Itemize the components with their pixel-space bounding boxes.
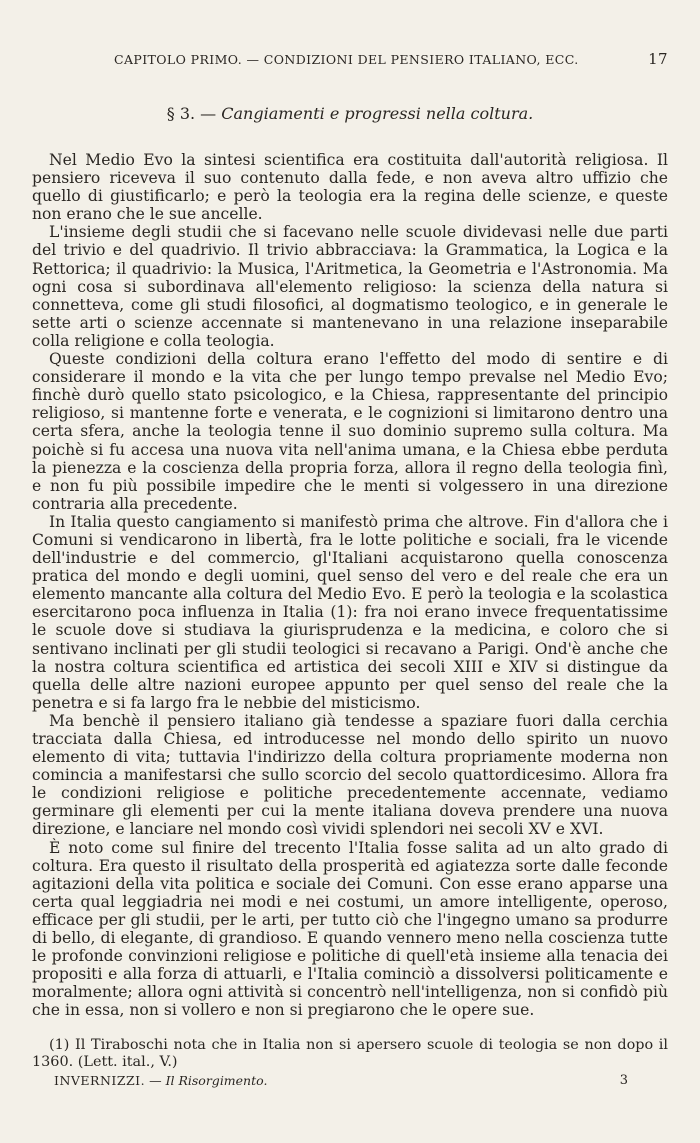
paragraph-6: È noto come sul finire del trecento l'Italia fosse salita ad un alto grado di coltura. Era questo il risultato della prosperità ed agiatezza sorte dalle feconde agitazioni della vita politica e sociale dei Comuni. Con esse erano apparse una certa qual leggiadria nei modi e nei costumi, un amore intelligente, operoso, efficace per gli studii, per le arti, per tutto ciò che l'ingegno umano sa produrre di bello, di elegante, di grandioso. E quando vennero meno nella coscienza tutte le profonde convinzioni religiose e politiche di quell'età insieme alla tenacia dei propositi e alla forza di attuarli, e l'Italia cominciò a dissolversi politicamente e moralmente; allora ogni attività si concentrò nell'intelligenza, non si confidò più che in essa, non si vollero e non si pregiarono che le opere sue. bbox=[32, 838, 668, 1020]
signature-dash: — bbox=[149, 1073, 162, 1088]
paragraph-4: In Italia questo cangiamento si manifestò prima che altrove. Fin d'allora che i Comuni si vendicarono in libertà, fra le lotte politiche e sociali, fra le vicende dell'industrie e del commercio, gl'Italiani acquistarono quella conoscenza pratica del mondo e degli uomini, quel senso del vero e del reale che era un elemento mancante alla coltura del Medio Evo. E però la teologia e la scolastica esercitarono poca influenza in Italia (1): fra noi erano invece frequentatissime le scuole dove si studiava la giurisprudenza e la medicina, e coloro che si sentivano inclinati per gli studii teologici si recavano a Parigi. Ond'è anche che la nostra coltura scientifica ed artistica dei secoli XIII e XIV si distingue da quella delle altre nazioni europee appunto per quel senso del reale che la penetra e si fa largo fra le nebbie del misticismo. bbox=[32, 512, 668, 712]
footnote bbox=[32, 1037, 668, 1071]
running-head bbox=[114, 52, 668, 67]
section-heading bbox=[0, 104, 700, 123]
paragraph-1: Nel Medio Evo la sintesi scientifica era costituita dall'autorità religiosa. Il pensiero riceveva il suo contenuto dalla fede, e non aveva altro uffizio che quello di giustificarlo; e però la teologia era la regina delle scienze, e queste non erano che le sue ancelle. bbox=[32, 151, 668, 224]
page-number: 17 bbox=[648, 50, 668, 68]
section-title: Cangiamenti e progressi nella coltura. bbox=[221, 104, 534, 123]
body-text bbox=[32, 151, 668, 1020]
signature-book-title: Il Risorgimento. bbox=[165, 1073, 268, 1088]
paragraph-3: Queste condizioni della coltura erano l'effetto del modo di sentire e di considerare il mondo e la vita che per lungo tempo prevalse nel Medio Evo; finchè durò quello stato psicologico, e la Chiesa, rappresentante del principio religioso, si mantenne forte e venerata, e le cognizioni si limitarono dentro una certa sfera, anche la teologia tenne il suo dominio supremo sulla coltura. Ma poichè si fu accesa una nuova vita nell'anima umana, e la Chiesa ebbe perduta la pienezza e la coscienza della propria forza, allora il regno della teologia finì, e non fu più possibile impedire che le menti si volgessero in una direzione contraria alla precedente. bbox=[32, 350, 668, 513]
running-head-title: CAPITOLO PRIMO. — CONDIZIONI DEL PENSIERO ITALIANO, ECC. bbox=[114, 52, 579, 67]
signature-line bbox=[54, 1073, 628, 1088]
footnote-text: (1) Il Tiraboschi nota che in Italia non si apersero scuole di teologia se non dopo il 1360. (Lett. ital., V.) bbox=[32, 1037, 668, 1070]
paragraph-5: Ma benchè il pensiero italiano già tendesse a spaziare fuori dalla cerchia tracciata dalla Chiesa, ed introducesse nel mondo dello spirito un nuovo elemento di vita; tuttavia l'indirizzo della coltura propriamente moderna non comincia a manifestarsi che sullo scorcio del secolo quattordicesimo. Allora fra le condizioni religiose e politiche precedentemente accennate, vediamo germinare gli elementi per cui la mente italiana doveva prendere una nuova direzione, e lanciare nel mondo così vividi splendori nei secoli XV e XVI. bbox=[32, 711, 668, 839]
signature-author: INVERNIZZI. bbox=[54, 1073, 146, 1088]
paragraph-2: L'insieme degli studii che si facevano nelle scuole dividevasi nelle due parti del trivio e del quadrivio. Il trivio abbracciava: la Grammatica, la Logica e la Rettorica; il quadrivio: la Musica, l'Aritmetica, la Geometria e l'Astronomia. Ma ogni cosa si subordinava all'elemento religioso: la scienza della natura si connetteva, come gli studi filosofici, al dogmatismo teologico, e in generale le sette arti o scienze accennate si mantenevano in una relazione inseparabile colla religione e colla teologia. bbox=[32, 223, 668, 350]
section-number: § 3. — bbox=[166, 104, 217, 123]
signature-number: 3 bbox=[619, 1073, 628, 1088]
